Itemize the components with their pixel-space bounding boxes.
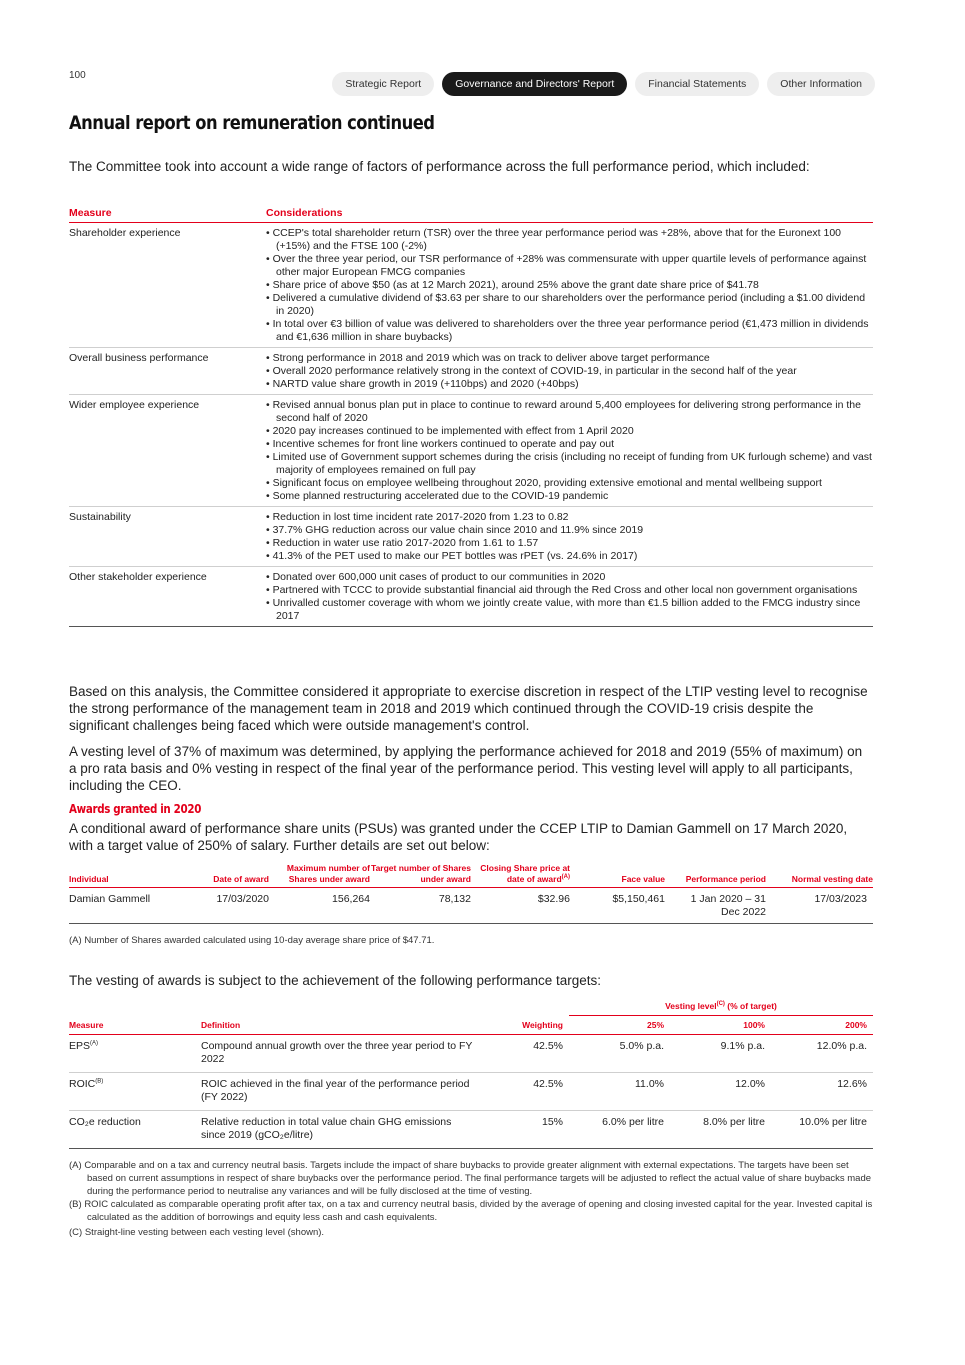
measure-cell bbox=[69, 1073, 201, 1111]
list-item: • Donated over 600,000 unit cases of product to our communities in 2020 bbox=[266, 571, 873, 584]
weighting-cell: 42.5% bbox=[483, 1073, 569, 1111]
measure-cell bbox=[69, 1111, 201, 1149]
measure-cell: Wider employee experience bbox=[69, 395, 266, 507]
tab-governance-directors-report[interactable]: Governance and Directors' Report bbox=[442, 72, 627, 96]
definition-cell: ROIC achieved in the final year of the performance period (FY 2022) bbox=[201, 1073, 483, 1111]
vesting-paragraph: A vesting level of 37% of maximum was determined, by applying the performance achieved for 2018 and 2019 (55% of maximum) on a pro rata basis and 0% vesting in respect of the final year of the performance period. This vesting level will apply to all participants, including the CEO. bbox=[69, 744, 863, 793]
weighting-header: Weighting bbox=[483, 1016, 569, 1035]
footnote-ref: (B) bbox=[95, 1078, 104, 1085]
weighting-cell: 42.5% bbox=[483, 1035, 569, 1073]
considerations-header: Considerations bbox=[266, 207, 873, 223]
list-item: • Some planned restructuring accelerated due to the COVID-19 pandemic bbox=[266, 490, 873, 503]
footnote-text: ROIC calculated as comparable operating profit after tax, on a tax and currency neutral basis, divided by the average of opening and closing invested capital for the year. Invested capital is calculated as the addition of borrowings and equity less cash and cash equivalents. bbox=[84, 1199, 873, 1223]
level-25-cell: 11.0% bbox=[569, 1073, 670, 1111]
measure-cell: Shareholder experience bbox=[69, 223, 266, 348]
max-shares-header: Maximum number of Shares under award bbox=[269, 863, 370, 888]
footnote bbox=[69, 1226, 873, 1239]
awards-intro: A conditional award of performance share units (PSUs) was granted under the CCEP LTIP to Damian Gammell on 17 March 2020, with a target value of 250% of salary. Further details are set out below: bbox=[69, 821, 848, 853]
target-shares-header: Target number of Shares under award bbox=[370, 863, 471, 888]
measures-table-container bbox=[69, 207, 873, 627]
date-of-award-header: Date of award bbox=[173, 863, 269, 888]
measure-label: ROIC bbox=[69, 1078, 96, 1090]
list-item: • 37.7% GHG reduction across our value chain since 2010 and 11.9% since 2019 bbox=[266, 524, 873, 537]
measure-cell bbox=[69, 1035, 201, 1073]
footnote-text: Straight-line vesting between each vesting level (shown). bbox=[84, 1227, 325, 1238]
list-item: • Revised annual bonus plan put in place to continue to reward around 5,400 employees for delivering strong performance in the second half of 2020 bbox=[266, 399, 873, 425]
footnote-mark: (A) bbox=[69, 1160, 82, 1171]
table-row bbox=[69, 348, 873, 395]
measure-header: Measure bbox=[69, 207, 266, 223]
vesting-level-suffix: (% of target) bbox=[724, 1001, 777, 1011]
footnote-mark: (B) bbox=[69, 1199, 82, 1210]
measures-table bbox=[69, 207, 873, 627]
list-item: • Significant focus on employee wellbeing throughout 2020, providing extensive emotional and mental wellbeing support bbox=[266, 477, 873, 490]
list-item: • NARTD value share growth in 2019 (+110bps) and 2020 (+40bps) bbox=[266, 378, 873, 391]
measure-label: EPS bbox=[69, 1040, 91, 1052]
tab-financial-statements[interactable]: Financial Statements bbox=[635, 72, 759, 96]
list-item: • Delivered a cumulative dividend of $3.63 per share to our shareholders over the performance period (including a $1.00 dividend in 2020) bbox=[266, 292, 873, 318]
analysis-paragraph: Based on this analysis, the Committee considered it appropriate to exercise discretion in respect of the LTIP vesting level to recognise the strong performance of the management team in 2018 and 2019 which continued through the COVID-19 crisis despite the significant challenges being faced which were outside management's control. bbox=[69, 684, 868, 733]
vesting-date-cell: 17/03/2023 bbox=[766, 888, 873, 924]
list-item: • Reduction in water use ratio 2017-2020 from 1.61 to 1.57 bbox=[266, 537, 873, 550]
awards-footnote bbox=[69, 934, 873, 947]
closing-price-header-label: Closing Share price at date of award bbox=[480, 863, 570, 884]
awards-table bbox=[69, 863, 873, 924]
definition-cell: Compound annual growth over the three year period to FY 2022 bbox=[201, 1035, 483, 1073]
level-200-cell: 10.0% per litre bbox=[771, 1111, 873, 1149]
vesting-date-header: Normal vesting date bbox=[766, 863, 873, 888]
table-row bbox=[69, 223, 873, 348]
face-value-header: Face value bbox=[570, 863, 665, 888]
level-200-cell: 12.0% p.a. bbox=[771, 1035, 873, 1073]
level-100-cell: 9.1% p.a. bbox=[670, 1035, 771, 1073]
measure-label: CO₂e reduction bbox=[69, 1116, 141, 1128]
list-item: • Limited use of Government support schemes during the crisis (including no receipt of funding from UK furlough scheme) and vast majority of employees remained on full pay bbox=[266, 451, 873, 477]
performance-footnotes bbox=[69, 1159, 873, 1239]
measure-cell: Overall business performance bbox=[69, 348, 266, 395]
vesting-level-label: Vesting level bbox=[665, 1001, 717, 1011]
performance-table-container bbox=[69, 1000, 873, 1239]
definition-cell: Relative reduction in total value chain GHG emissions since 2019 (gCO₂e/litre) bbox=[201, 1111, 483, 1149]
tab-other-information[interactable]: Other Information bbox=[767, 72, 875, 96]
footnote bbox=[69, 1198, 873, 1224]
level-100-cell: 12.0% bbox=[670, 1073, 771, 1111]
table-row bbox=[69, 1073, 873, 1111]
list-item: • Strong performance in 2018 and 2019 which was on track to deliver above target performance bbox=[266, 352, 873, 365]
table-row bbox=[69, 1111, 873, 1149]
max-shares-cell: 156,264 bbox=[269, 888, 370, 924]
level-200-header: 200% bbox=[771, 1016, 873, 1035]
considerations-cell bbox=[266, 348, 873, 395]
performance-table bbox=[69, 1000, 873, 1149]
footnote-ref-a: (A) bbox=[561, 873, 570, 880]
page-number: 100 bbox=[69, 70, 86, 81]
closing-price-cell: $32.96 bbox=[471, 888, 570, 924]
list-item: • CCEP's total shareholder return (TSR) over the three year performance period was +28%, above that for the Euronext 100 (+15%) and the FTSE 100 (-2%) bbox=[266, 227, 873, 253]
face-value-cell: $5,150,461 bbox=[570, 888, 665, 924]
intro-paragraph: The Committee took into account a wide range of factors of performance across the full performance period, which included: bbox=[69, 159, 810, 174]
table-row bbox=[69, 1035, 873, 1073]
footnote bbox=[69, 1159, 873, 1198]
footnote-text: Number of Shares awarded calculated using 10-day average share price of $47.71. bbox=[84, 935, 435, 946]
considerations-cell bbox=[266, 567, 873, 627]
footnote-mark: (C) bbox=[69, 1227, 83, 1238]
list-item: • Share price of above $50 (as at 12 March 2021), around 25% above the grant date share price of $41.78 bbox=[266, 279, 873, 292]
individual-cell: Damian Gammell bbox=[69, 888, 173, 924]
target-shares-cell: 78,132 bbox=[370, 888, 471, 924]
measure-cell: Other stakeholder experience bbox=[69, 567, 266, 627]
list-item: • Reduction in lost time incident rate 2017-2020 from 1.23 to 0.82 bbox=[266, 511, 873, 524]
definition-header: Definition bbox=[201, 1016, 483, 1035]
performance-intro: The vesting of awards is subject to the achievement of the following performance targets: bbox=[69, 973, 602, 988]
individual-header: Individual bbox=[69, 863, 173, 888]
list-item: • Incentive schemes for front line workers continued to operate and pay out bbox=[266, 438, 873, 451]
measure-cell: Sustainability bbox=[69, 507, 266, 567]
considerations-cell bbox=[266, 395, 873, 507]
footnote-text: Comparable and on a tax and currency neutral basis. Targets include the impact of share buybacks to provide greater alignment with external expectations. The targets have been set based on current assumptions in respect of share buybacks over the performance period. The final performance targets will be adjusted to reflect the actual value of share buybacks made during the performance period to neutralise any variances and will be fully disclosed at the time of vesting. bbox=[84, 1160, 872, 1197]
performance-period-header: Performance period bbox=[665, 863, 766, 888]
list-item: • 2020 pay increases continued to be implemented with effect from 1 April 2020 bbox=[266, 425, 873, 438]
considerations-cell bbox=[266, 507, 873, 567]
table-row bbox=[69, 567, 873, 627]
tab-strategic-report[interactable]: Strategic Report bbox=[332, 72, 434, 96]
level-25-header: 25% bbox=[569, 1016, 670, 1035]
footnote-ref: (A) bbox=[90, 1040, 99, 1047]
vesting-level-header bbox=[569, 1000, 873, 1016]
level-25-cell: 5.0% p.a. bbox=[569, 1035, 670, 1073]
table-row bbox=[69, 395, 873, 507]
list-item: • Over the three year period, our TSR performance of +28% was commensurate with upper quartile levels of performance against other major European FMCG companies bbox=[266, 253, 873, 279]
list-item: • Unrivalled customer coverage with whom we jointly create value, with more than €1.5 billion added to the FMCG industry since 2017 bbox=[266, 597, 873, 623]
section-nav bbox=[332, 72, 875, 96]
footnote-ref-c: (C) bbox=[716, 1001, 725, 1008]
list-item: • Overall 2020 performance relatively strong in the context of COVID-19, in particular in the second half of the year bbox=[266, 365, 873, 378]
performance-period-cell: 1 Jan 2020 – 31 Dec 2022 bbox=[665, 888, 766, 924]
page-title: Annual report on remuneration continued bbox=[69, 112, 435, 134]
closing-price-header bbox=[471, 863, 570, 888]
measure-header: Measure bbox=[69, 1016, 201, 1035]
level-200-cell: 12.6% bbox=[771, 1073, 873, 1111]
list-item: • In total over €3 billion of value was delivered to shareholders over the three year performance period (€1,473 million in dividends and €1,636 million in share buybacks) bbox=[266, 318, 873, 344]
level-100-cell: 8.0% per litre bbox=[670, 1111, 771, 1149]
list-item: • Partnered with TCCC to provide substantial financial aid through the Red Cross and other local non government organisations bbox=[266, 584, 873, 597]
level-100-header: 100% bbox=[670, 1016, 771, 1035]
table-row bbox=[69, 888, 873, 924]
footnote-mark: (A) bbox=[69, 935, 82, 946]
awards-table-container bbox=[69, 863, 873, 947]
table-row bbox=[69, 507, 873, 567]
weighting-cell: 15% bbox=[483, 1111, 569, 1149]
date-cell: 17/03/2020 bbox=[173, 888, 269, 924]
awards-heading: Awards granted in 2020 bbox=[69, 802, 202, 816]
list-item: • 41.3% of the PET used to make our PET bottles was rPET (vs. 24.6% in 2017) bbox=[266, 550, 873, 563]
considerations-cell bbox=[266, 223, 873, 348]
level-25-cell: 6.0% per litre bbox=[569, 1111, 670, 1149]
